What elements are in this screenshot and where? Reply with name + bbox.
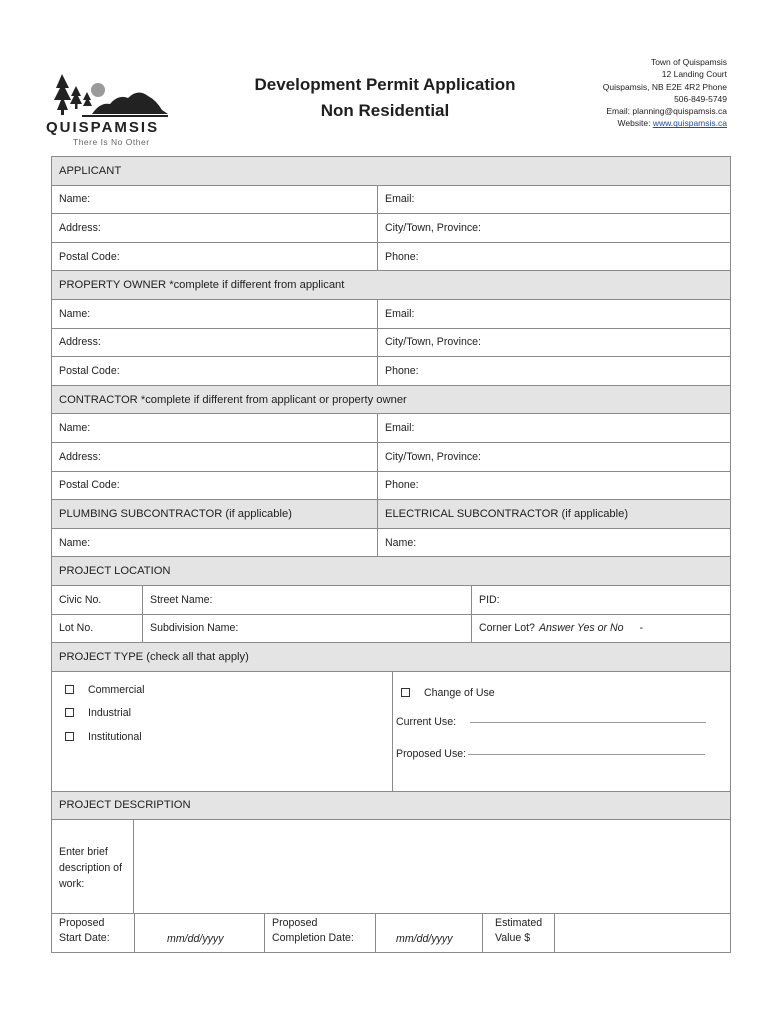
proposed-use-label: Proposed Use: [396,747,467,760]
form-row [52,472,730,501]
section-contractor [52,386,730,415]
website-link[interactable]: www.quispamsis.ca [652,118,727,129]
start-date-field[interactable]: mm/dd/yyyy [135,914,265,952]
logo-tagline: There Is No Other [73,137,150,147]
applicant-phone-field[interactable]: Phone: [385,250,419,263]
corner-lot-value[interactable]: - [639,622,644,635]
owner-name-field[interactable]: Name: [52,300,378,328]
contact-block [547,56,727,130]
form-row [52,615,730,644]
commercial-checkbox[interactable] [65,685,74,694]
title-line-1: Development Permit Application [254,75,516,94]
form-row [52,300,730,329]
electrical-name-field[interactable]: Name: [385,536,417,549]
owner-postal-field[interactable]: Postal Code: [52,357,378,385]
plumbing-name-field[interactable]: Name: [52,529,378,557]
quispamsis-logo [46,66,176,148]
contractor-postal-field[interactable]: Postal Code: [52,472,378,500]
section-heading: APPLICANT [59,164,122,177]
lot-number-field[interactable]: Lot No. [52,615,143,643]
institutional-checkbox[interactable] [65,732,74,741]
owner-phone-field[interactable]: Phone: [385,364,419,377]
section-heading: PROJECT TYPE (check all that apply) [59,650,249,663]
contact-line: Quispamsis, NB E2E 4R2 Phone [602,81,727,92]
contractor-city-field[interactable]: City/Town, Province: [385,450,481,463]
applicant-address-field[interactable]: Address: [52,214,378,242]
applicant-city-field[interactable]: City/Town, Province: [385,221,481,234]
owner-address-field[interactable]: Address: [52,329,378,357]
institutional-label: Institutional [88,730,142,743]
page-title [220,72,550,124]
website-label: Website: [617,118,651,129]
contact-line: 506-849-5749 [674,93,727,104]
contractor-phone-field[interactable]: Phone: [385,479,419,492]
commercial-label: Commercial [88,683,145,696]
institutional-option[interactable] [65,731,142,743]
change-of-use-panel [392,672,730,791]
contact-line: 12 Landing Court [661,69,727,80]
applicant-email-field[interactable]: Email: [385,193,415,206]
estimated-value-label [483,914,555,952]
industrial-checkbox[interactable] [65,708,74,717]
change-of-use-label: Change of Use [424,686,495,699]
form-row [52,586,730,615]
section-heading: CONTRACTOR *complete if different from applicant or property owner [59,393,407,406]
form-row [52,214,730,243]
project-type-options [52,672,392,791]
industrial-option[interactable] [65,707,131,719]
contact-line: Town of Quispamsis [650,57,727,67]
estimated-value-field[interactable] [555,914,730,952]
change-of-use-checkbox[interactable] [401,688,410,697]
contact-email: Email: planning@quispamsis.ca [606,106,727,117]
owner-email-field[interactable]: Email: [385,307,415,320]
form-row [52,443,730,472]
start-date-label-line: Start Date: [59,932,110,945]
description-textarea[interactable] [134,820,730,913]
project-type-row [52,672,730,792]
section-project-type [52,643,730,672]
proposed-use-field[interactable] [396,748,705,760]
pid-field[interactable]: PID: [479,593,500,606]
form-row [52,243,730,272]
contact-website [547,117,727,129]
contractor-email-field[interactable]: Email: [385,422,415,435]
section-heading: PROJECT DESCRIPTION [59,799,191,812]
description-label: Enter brief description of work: [52,820,134,913]
section-applicant [52,157,730,186]
current-use-line[interactable] [470,721,706,723]
commercial-option[interactable] [65,684,145,696]
start-date-label-line: Proposed [59,917,105,930]
applicant-postal-field[interactable]: Postal Code: [52,243,378,271]
industrial-label: Industrial [88,706,131,719]
current-use-field[interactable] [396,716,706,728]
form-row [52,414,730,443]
dates-row [52,914,730,952]
plumbing-heading: PLUMBING SUBCONTRACTOR (if applicable) [52,500,378,528]
form-row [52,357,730,386]
section-project-description [52,792,730,821]
description-row [52,820,730,914]
estimated-value-label-line: Estimated [495,917,543,930]
change-of-use-option[interactable] [401,687,495,699]
contractor-address-field[interactable]: Address: [52,443,378,471]
completion-date-label-line: Completion Date: [272,932,354,945]
section-heading: PROPERTY OWNER *complete if different from applicant [59,279,345,292]
title-line-2: Non Residential [320,101,450,120]
logo-landscape-icon [52,66,170,118]
corner-lot-hint: Answer Yes or No [538,622,624,635]
corner-lot-field[interactable] [472,615,730,643]
permit-form [51,156,731,953]
estimated-value-label-line: Value $ [495,932,531,945]
contractor-name-field[interactable]: Name: [52,414,378,442]
owner-city-field[interactable]: City/Town, Province: [385,336,481,349]
section-subcontractors [52,500,730,529]
completion-date-label-line: Proposed [272,917,318,930]
section-project-location [52,557,730,586]
form-row [52,186,730,215]
start-date-label [52,914,135,952]
electrical-heading: ELECTRICAL SUBCONTRACTOR (if applicable) [385,507,629,520]
logo-wordmark: QUISPAMSIS [46,119,160,136]
civic-number-field[interactable]: Civic No. [52,586,143,614]
completion-date-label [265,914,376,952]
corner-lot-label: Corner Lot? [479,622,535,635]
street-name-field[interactable]: Street Name: [143,586,472,614]
proposed-use-line[interactable] [468,753,705,755]
subdivision-name-field[interactable]: Subdivision Name: [143,615,472,643]
section-property-owner [52,271,730,300]
section-heading: PROJECT LOCATION [59,565,171,578]
form-row [52,529,730,558]
applicant-name-field[interactable]: Name: [52,186,378,214]
current-use-label: Current Use: [396,715,457,728]
completion-date-field[interactable]: mm/dd/yyyy [376,914,483,952]
form-row [52,329,730,358]
